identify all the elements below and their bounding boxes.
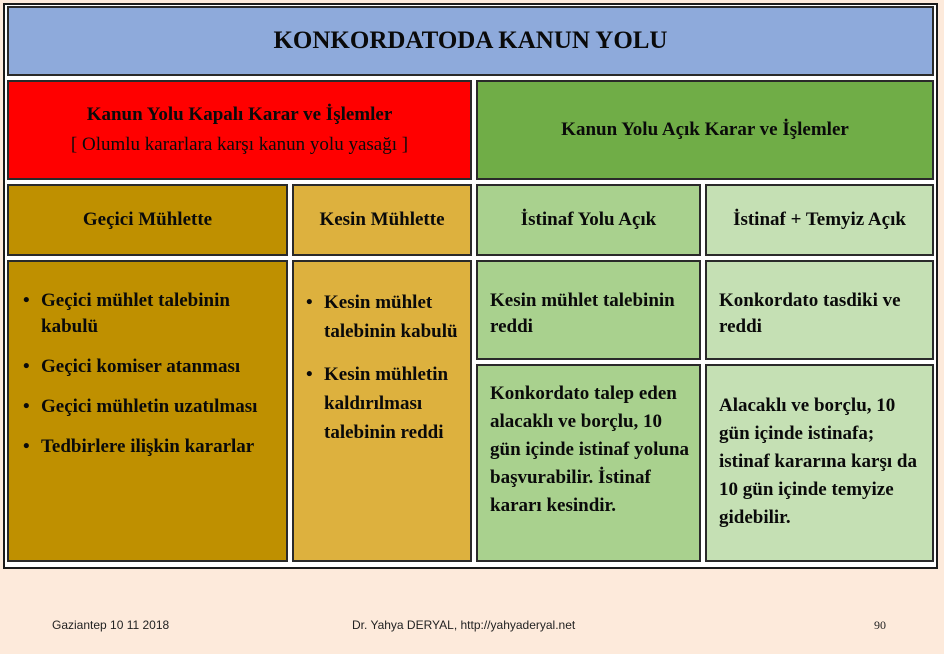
list-item: • Geçici mühletin uzatılması <box>23 394 278 420</box>
closed-heading: Kanun Yolu Kapalı Karar ve İşlemler <box>86 104 393 125</box>
list-item: • Geçici mühlet talebinin kabulü <box>23 290 230 337</box>
gecici-list <box>23 288 278 460</box>
list-item: • Kesin mühletin kaldırılması talebinin reddi <box>306 360 462 447</box>
footer-author: Dr. Yahya DERYAL, http://yahyaderyal.net <box>352 618 576 632</box>
closed-section-header <box>7 80 472 180</box>
page-number: 90 <box>874 618 886 632</box>
temyiz-rule-text: Alacaklı ve borçlu, 10 gün içinde istinafa; istinaf kararına karşı da 10 gün içinde temyize gidebilir. <box>719 395 917 528</box>
gecici-heading: Geçici Mühlette <box>82 209 213 230</box>
kesin-items-cell <box>292 260 472 562</box>
bullet-icon: • <box>23 396 30 417</box>
kesin-column-header <box>292 184 472 256</box>
istinaf-decision-cell <box>476 260 701 360</box>
title-text: KONKORDATODA KANUN YOLU <box>273 27 668 54</box>
bullet-icon: • <box>23 356 30 377</box>
temyiz-decision-text: Konkordato tasdiki ve reddi <box>719 290 901 337</box>
bullet-icon: • <box>306 292 313 313</box>
footer-location-date: Gaziantep 10 11 2018 <box>52 618 170 632</box>
kesin-heading: Kesin Mühlette <box>319 209 445 230</box>
bullet-icon: • <box>23 290 30 311</box>
list-item: • Tedbirlere ilişkin kararlar <box>23 434 278 460</box>
istinaf-rule-cell <box>476 364 701 562</box>
open-section-header <box>476 80 934 180</box>
list-item: • Geçici komiser atanması <box>23 354 278 380</box>
istinaf-decision-text: Kesin mühlet talebinin reddi <box>490 290 675 337</box>
istinaf-rule-text: Konkordato talep eden alacaklı ve borçlu, 10 gün içinde istinaf yoluna başvurabilir. İstinaf kararı kesindir. <box>490 383 690 516</box>
temyiz-rule-cell <box>705 364 934 562</box>
bullet-icon: • <box>306 364 313 385</box>
slide-title <box>7 6 934 76</box>
open-heading: Kanun Yolu Açık Karar ve İşlemler <box>561 119 849 140</box>
istinaf-heading: İstinaf Yolu Açık <box>520 209 657 230</box>
closed-subheading: [ Olumlu kararlara karşı kanun yolu yasağı ] <box>70 134 409 155</box>
istinaf-column-header <box>476 184 701 256</box>
temyiz-decision-cell <box>705 260 934 360</box>
kesin-list <box>306 288 462 447</box>
gecici-column-header <box>7 184 288 256</box>
temyiz-column-header <box>705 184 934 256</box>
bullet-icon: • <box>23 436 30 457</box>
temyiz-heading: İstinaf + Temyiz Açık <box>733 209 906 230</box>
gecici-items-cell <box>7 260 288 562</box>
list-item: • Kesin mühlet talebinin kabulü <box>306 288 462 346</box>
